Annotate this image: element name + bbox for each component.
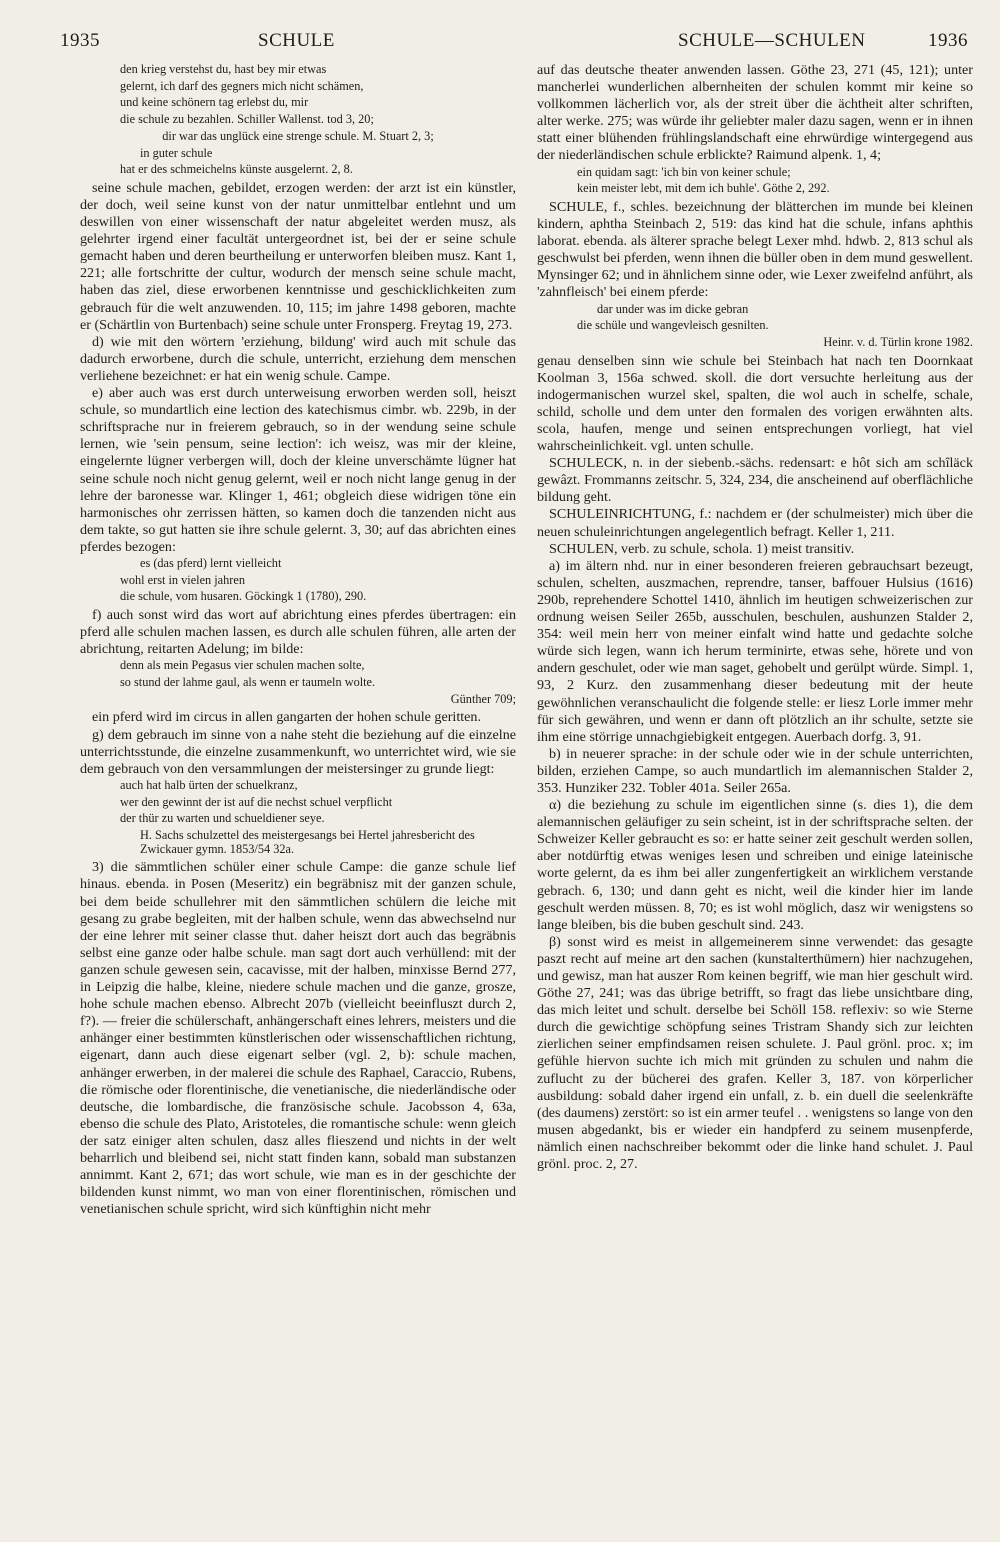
quotation-line: ein quidam sagt: 'ich bin von keiner schule; [577,164,791,179]
quotation-line: H. Sachs schulzettel des meistergesangs bei Hertel jahresbericht des Zwickauer gymn. 1853/54 32a. [140,827,475,856]
quotation-line: der thür zu warten und schueldiener seye. [120,811,325,826]
quotation-line: die schüle und wangevleisch gesnilten. [577,318,769,333]
quotation-line: gelernt, ich darf des gegners mich nicht schämen, [120,78,364,93]
entry-paragraph: SCHULE, f., schles. bezeichnung der blätterchen im munde bei kleinen kindern, aphtha Steinbach 2, 519: das kind hat die schule, infans aphthis laborat. ebenda. als älterer sprache belegt Lexer mhd. hdwb. 2, 813 schul als geschwulst bei pferden, wenn ihnen die büller oben in dem mund geswellent. Mynsinger 62; und in ähnlichem sinne oder, wie Lexer zweifelnd anführt, als 'zahnfleisch' bei einem pferde: [537,198,973,301]
quotation-line: wer den gewinnt der ist auf die nechst schuel verpflicht [120,794,393,809]
entry-paragraph: auf das deutsche theater anwenden lassen. Göthe 23, 271 (45, 121); unter mancherlei wunderlichen albernheiten der schulen kommt mir keine so vollkommen lächerlich vor, als der streit über die ächtheit alter schriften, alter werke. 275; was würde ihr geliebter maler dazu sagen, wenn er in ihnen statt einer blühenden frühlingslandschaft eine ehrwürdige wintergegend aus der niederländischen schule erblickte? Raimund alpenk. 1, 4; [537,62,973,164]
quotation-line: es (das pferd) lernt vielleicht [140,555,282,570]
entry-paragraph: β) sonst wird es meist in allgemeinerem sinne verwendet: das gesagte paszt recht auf meine art den sachen (kunstalterthümern) hier nachzugehen, und gewisz, man hat auszer Rom keinen begriff, wie man hier geschult wird. Göthe 27, 241; was das übrige betrifft, so fragt das liebe unsichtbare ding, das mich leitet und schult. derselbe bei Schöll 158. reflexiv: so wie Sterne durch die gewichtige schöpfung seines Tristram Shandy sich zur leichten zierlichen seiner empfindsamen reisen schulete. J. Paul grönl. proc. x; im gefühle hiervon suchte ich mich mit gründen zu schulen und nahm die zuflucht zu der bücherei des grafen. Keller 3, 187. von körperlicher ausbildung: sobald daher irgend ein unfall, z. b. ein duell die seelenkräfte (des daumens) zerstört: so ist ein armer teufel . . wenigstens so lange von den musen abgedankt, bis er wieder ein handpferd zu seinem musenpferde, nämlich einen nachschreiber bekommt oder die linke hand schulet. J. Paul grönl. proc. 2, 27. [537,933,974,1173]
entry-paragraph: SCHULECK, n. in der siebenb.-sächs. redensart: e hôt sich am schîläck gewâzt. Frommanns zeitschr. 5, 324, 234, die anscheinend auf oberflächliche bildung geht. [537,455,973,506]
entry-paragraph: g) dem gebrauch im sinne von a nahe steht die beziehung auf die einzelne unterrichtsstunde, die einzelne zusammenkunft, wo unterrichtet wird, wie sie dem gebrauch von den versammlungen der meistersinger zu grunde liegt: [80,726,516,777]
quotation-line: die schule zu bezahlen. Schiller Wallenst. tod 3, 20; [120,112,374,127]
entry-paragraph: SCHULEN, verb. zu schule, schola. 1) meist transitiv. [549,540,855,557]
left-column [80,62,516,1218]
quotation-line: in guter schule [140,145,213,160]
quotation-line: dir war das unglück eine strenge schule. M. Stuart 2, 3; [162,128,434,143]
entry-paragraph: a) im ältern nhd. nur in einer besonderen freieren gebrauchsart bezeugt, schulen, schelten, auszmachen, reprendre, tanser, baffouer Hulsius (1616) 290b, reprehendere Schottel 1410, ähnlich im heutigen schweizerischen zur ordnung weisen Seiler 265b, ausschulen, beschulen, aushunzen Stalder 2, 354: weil mein herr von meiner einfalt wind hatte und gedachte solche würde sich legen, wann ich herum terminirte, etwas sehe, hörete und von andern geschulet, oder wie man saget, gehobelt und gerülpt würde. Simpl. 1, 93, 2 Kurz. den zusammenhang dieser bedeutung mit der heute gewöhnlichen veranschaulicht die folgende stelle: er liesz Lorle immer mehr für sich gewähren, und wenn er dann oft plötzlich an ihr schulte, setzte sie ihm eine störrige unnachgiebigkeit entgegen. Auerbach dorfg. 3, 91. [537,557,973,745]
right-column [537,62,973,1173]
quotation-line: so stund der lahme gaul, als wenn er taumeln wolte. [120,675,376,690]
entry-paragraph: e) aber auch was erst durch unterweisung erworben werden soll, heiszt schule, so mundartlich eine lection des katechismus cimbr. wb. 229b, in der schriftsprache nur in freierem gebrauch, so in der wendung seine schule lernen, wie 'sein pensum, seine lection': ich weisz, was mir der kleine, eingelernte lügner verbergen will, doch der kleine unverschämte lügner hat seine schule noch nicht genug gelernt, weil er noch nicht lange genug in der lehre der baronesse war. Klinger 1, 461; obgleich diese widrigen töne ein harmonisches ohr zerrissen hätten, so kamen doch die tanzenden nicht aus dem takte, so gut hatten sie ihre schule gelernt. 3, 30; auf das abrichten eines pferdes bezogen: [80,385,516,555]
quotation-line: dar under was im dicke gebran [597,301,749,316]
entry-paragraph: SCHULEINRICHTUNG, f.: nachdem er (der schulmeister) mich über die neuen schuleinrichtungen angelegentlich befragt. Keller 1, 211. [537,506,973,540]
running-head-left: SCHULE [258,30,335,51]
quotation-line: und keine schönern tag erlebst du, mir [120,95,309,110]
page-number-left: 1935 [60,30,100,51]
quotation-line: Heinr. v. d. Türlin krone 1982. [823,334,973,349]
quotation-line: Günther 709; [450,691,516,706]
entry-paragraph: d) wie mit den wörtern 'erziehung, bildung' wird auch mit schule das dadurch erworbene, durch die schule, unterricht, erziehung dem menschen verliehene bezeichnet: er hat ein wenig schule. Campe. [80,333,516,384]
entry-paragraph: α) die beziehung zu schule im eigentlichen sinne (s. dies 1), die dem alemannischen geläufiger zu sein scheint, ist in der schriftsprache selten. der Schweizer Keller gebraucht es so: er hatte seiner zeit geschult werden sollen, aber notdürftig etwas weniges lesen und schreiben und einige lateinische worte gelernt, da es ihm bei aller zungenfertigkeit an wirklichem verstande gebrach. 6, 130; und dann geht es nicht, weil die kinder hier im lande geschult werden müssen. 8, 70; es ist wohl möglich, dasz wir wenigstens so lange bleiben, bis die buben geschult sind. 243. [537,797,973,933]
quotation-line: den krieg verstehst du, hast bey mir etwas [120,62,327,76]
entry-paragraph: ein pferd wird im circus in allen gangarten der hohen schule geritten. [92,709,482,726]
running-head-right: SCHULE—SCHULEN [678,30,866,51]
entry-paragraph: genau denselben sinn wie schule bei Steinbach hat nach ten Doornkaat Koolman 3, 156a schwed. skoll. die dort versuchte herleitung aus der indogermanischen wurzel skel, spalten, die wol auch in schelfe, schale, schild, scholle und dem unter den formalen des vorigen erwähnten alts. scola, haufen, menge und seinen entsprechungen vorliegt, hat viel wahrscheinlichkeit. vgl. unten schulle. [537,352,973,455]
quotation-line: wohl erst in vielen jahren [120,572,245,587]
quotation-line: auch hat halb ürten der schuelkranz, [120,777,298,792]
quotation-line: kein meister lebt, mit dem ich buhle'. Göthe 2, 292. [577,181,830,196]
quotation-line: die schule, vom husaren. Göckingk 1 (1780), 290. [120,589,367,604]
entry-paragraph: f) auch sonst wird das wort auf abrichtung eines pferdes übertragen: ein pferd alle schulen machen lassen, es durch alle schulen führen, alle arten der abrichtung, reitarten Adelung; im bilde: [80,607,516,658]
quotation-line: hat er des schmeichelns künste ausgelernt. 2, 8. [120,162,353,177]
entry-paragraph: 3) die sämmtlichen schüler einer schule Campe: die ganze schule lief hinaus. ebenda. in Posen (Meseritz) ein begräbnisz mit der ganzen schule, bei dem beide schullehrer mit den sämmtlichen schülern die leiche mit gesang zu grabe begleiten, mit der halben schule, wenn das abwechselnd nur der eine lehrer mit seiner classe thut. daher heiszt dort auch das begräbnis selbst eine ganze oder halbe schule. man sagt dort auch verhüllend: mit der ganzen schule gewesen sein, cacavisse, mit der halben, minxisse Bernd 277, in Leipzig die halbe, kleine, niedere schule machen und die ganze, grosze, hohe schule machen ebenso. Albrecht 207b (vielleicht beeinfluszt durch 2, f?). — freier die schülerschaft, anhängerschaft eines lehrers, meisters und die anhänger einer bestimmten künstlerischen oder wissenschaftlichen richtung, eigenart, dann auch diese eigenart selber (vgl. 2, b): schule machen, anhänger erwerben, in der malerei die schule des Raphael, Caraccio, Rubens, die römische oder florentinische, die venetianische, die niederländische oder deutsche, die lombardische, die französische schule. Jacobsson 4, 63a, ebenso die schule des Plato, Aristoteles, die romantische schule: wenn gleich der satz einiger alten schulen, dasz alles flieszend und nichts in der welt beharrlich und bleibend sei, nicht statt finden kann, sobald man substanzen annimmt. Kant 2, 671; das wort schule, wie man es in der geschichte der bildenden kunst nimmt, wo man von einer florentinischen, römischen und venetianischen schule spricht, wird sich künftighin nicht mehr [80,859,516,1218]
page-number-right: 1936 [928,30,968,51]
entry-paragraph: seine schule machen, gebildet, erzogen werden: der arzt ist ein künstler, der doch, weil seine kunst von der natur unmittelbar entlehnt und um deswillen von einer wissenschaft der natur abgeleitet werden musz, als gelehrter irgend einer facultät untergeordnet ist, bei der er seine schule gemacht haben und deren beurtheilung er unterworfen bleiben musz. Kant 1, 221; alle fortschritte der cultur, wodurch der mensch seine schule macht, haben das ziel, diese erworbenen kenntnisse und geschicklichkeiten zum gebrauch für die welt anzuwenden. 10, 115; im jahre 1498 geboren, machte er (Schärtlin von Burtenbach) seine schule unter Fronsperg. Freytag 19, 273. [80,179,516,333]
quotation-line: denn als mein Pegasus vier schulen machen solte, [120,658,365,673]
entry-paragraph: b) in neuerer sprache: in der schule oder wie in der schule unterrichten, bilden, erziehen Campe, so auch mundartlich im alemannischen Stalder 2, 353. Hunziker 232. Tobler 401a. Seiler 265a. [537,745,973,796]
